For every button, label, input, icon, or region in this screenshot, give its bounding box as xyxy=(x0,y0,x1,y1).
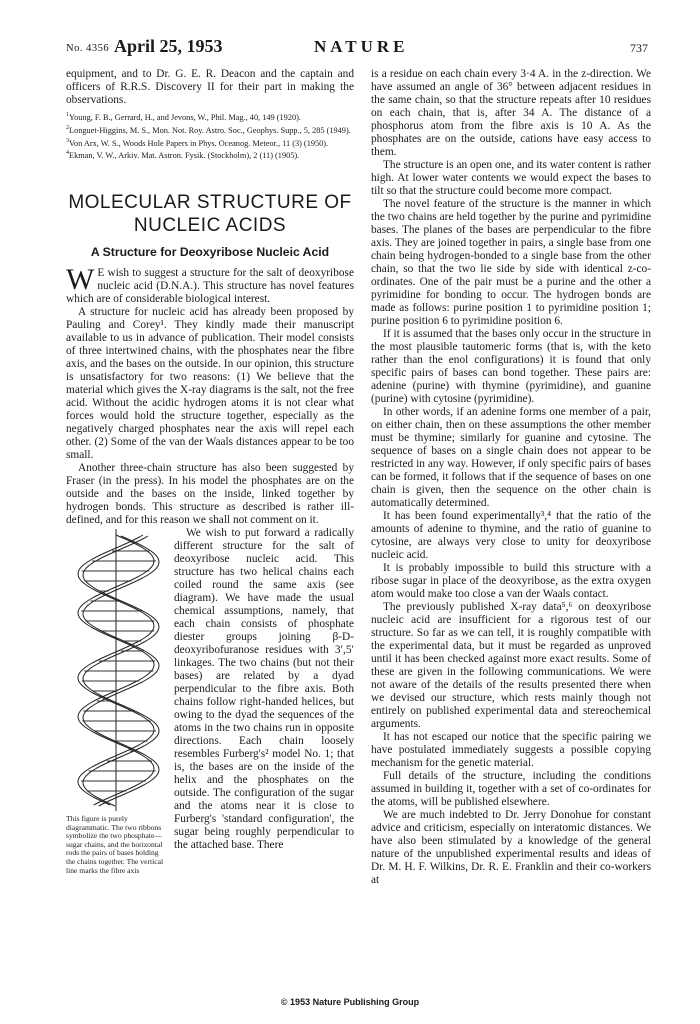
body-paragraph: Another three-chain structure has also been suggested by Fraser (in the press). In his model the phosphates are on the outside and the bases on the inside, linked together by hydrogen bonds. This structure as described is rather ill-defined, and for this reason we shall not comment on it. xyxy=(66,462,354,527)
double-helix-diagram xyxy=(66,529,168,811)
article-subtitle: A Structure for Deoxyribose Nucleic Acid xyxy=(90,245,330,260)
body-paragraph: The novel feature of the structure is the manner in which the two chains are held together by the purine and pyrimidine bases. The planes of the bases are perpendicular to the fibre axis. They are joined together in pairs, a single base from one chain being hydrogen-bonded to a single base from the other chain, so that the two lie side by side with identical z-co-ordinates. One of the pair must be a purine and the other a pyrimidine for bonding to occur. The hydrogen bonds are made as follows: purine position 1 to pyrimidine position 1; purine position 6 to pyrimidine position 6. xyxy=(371,198,651,327)
reference-list xyxy=(66,110,354,161)
reference-item: $^2$Longuet-Higgins, M. S., Mon. Not. Roy. Astro. Soc., Geophys. Supp., 5, 285 (1949). xyxy=(66,124,351,135)
body-paragraph: is a residue on each chain every 3·4 A. in the z-direction. We have assumed an angle of 36° between adjacent residues in the same chain, so that the structure repeats after 10 residues on each chain, that is, after 34 A. The distance of a phosphorus atom from the fibre axis is 10 A. As the phosphates are on the outside, cations have easy access to them. xyxy=(371,68,651,158)
right-column xyxy=(371,68,651,887)
opening-paragraph: W E wish to suggest a structure for the salt of deoxyribose nucleic acid (D.N.A.). This structure has novel features which are of considerable biological interest. xyxy=(66,263,354,306)
body-paragraph: We wish to put forward a radically different structure for the salt of deoxyribose nucleic acid. This structure has two helical chains each coiled round the same axis (see diagram). We have made the usual chemical assumptions, namely, that each chain consists of phosphate diester groups joining β-D-deoxyribofuranose residues with 3′,5′ linkages. The two chains (but not their bases) are related by a dyad perpendicular to the fibre axis. Both chains follow right-handed helices, but owing to the dyad the sequences of the atoms in the two chains run in opposite directions. Each chain loosely resembles Furberg's² model No. 1; that is, the bases are on the inside of the helix and the phosphates on the outside. The configuration of the sugar and the atoms near it is close to Furberg's 'standard configuration', the sugar being roughly perpendicular to the attached base. There xyxy=(174,527,354,852)
body-paragraph: We are much indebted to Dr. Jerry Donohue for constant advice and criticism, especially on interatomic distances. We have also been stimulated by a knowledge of the general nature of the unpublished experimental results and ideas of Dr. M. H. F. Wilkins, Dr. R. E. Franklin and their co-workers at xyxy=(371,809,651,886)
drop-cap: W xyxy=(66,263,95,297)
body-paragraph: It has been found experimentally³,⁴ that the ratio of the amounts of adenine to thymine, and the ratio of guanine to cytosine, are always very close to unity for deoxyribose nucleic acid. xyxy=(371,510,651,561)
issue-number: No. 4356 xyxy=(66,43,110,54)
body-paragraph: The structure is an open one, and its water content is rather high. At lower water contents we would expect the bases to tilt so that the structure could become more compact. xyxy=(371,159,651,197)
page-header xyxy=(66,36,648,60)
reference-item: $^4$Ekman, V. W., Arkiv. Mat. Astron. Fysik. (Stockholm), 2 (11) (1905). xyxy=(66,150,300,161)
intro-paragraph: equipment, and to Dr. G. E. R. Deacon and the captain and officers of R.R.S. Discovery II for their part in making the observations. xyxy=(66,68,354,106)
body-paragraph: In other words, if an adenine forms one member of a pair, on either chain, then on these assumptions the other member must be thymine; similarly for guanine and cytosine. The sequence of bases on a single chain does not appear to be restricted in any way. However, if only specific pairs of bases can be formed, it follows that if the sequence of bases on one chain is given, then the sequence on the other chain is automatically determined. xyxy=(371,406,651,509)
issue-date: April 25, 1953 xyxy=(114,36,223,56)
body-paragraph: The previously published X-ray data⁵,⁶ on deoxyribose nucleic acid are insufficient for a rigorous test of our structure. So far as we can tell, it is roughly compatible with the experimental data, but it must be regarded as unproved until it has been checked against more exact results. Some of these are given in the following communications. We were not aware of the details of the results presented there when we devised our structure, which rests mainly though not entirely on published experimental data and stereochemical arguments. xyxy=(371,601,651,730)
left-column xyxy=(66,68,354,875)
figure-caption: This figure is purely diagrammatic. The two ribbons symbolize the two phosphate—sugar chains, and the horizontal rods the pairs of bases holding the chains together. The vertical line marks the fibre axis xyxy=(66,814,164,875)
body-paragraph: It is probably impossible to build this structure with a ribose sugar in place of the deoxyribose, as the extra oxygen atom would make too close a van der Waals contact. xyxy=(371,562,651,600)
article-title: MOLECULAR STRUCTURE OF NUCLEIC ACIDS xyxy=(68,192,352,237)
copyright-footer: © 1953 Nature Publishing Group xyxy=(280,997,420,1007)
page-number: 737 xyxy=(630,41,648,55)
body-paragraph: A structure for nucleic acid has already been proposed by Pauling and Corey¹. They kindly made their manuscript available to us in advance of publication. Their model consists of three intertwined chains, with the phosphates near the fibre axis, and the bases on the outside. In our opinion, this structure is unsatisfactory for two reasons: (1) We believe that the material which gives the X-ray diagrams is the salt, not the free acid. Without the acidic hydrogen atoms it is not clear what forces would hold the structure together, especially as the negatively charged phosphates near the axis will repel each other. (2) Some of the van der Waals distances appear to be too small. xyxy=(66,306,354,462)
double-helix-figure xyxy=(66,529,168,875)
figure-section xyxy=(66,527,354,875)
body-paragraph: It has not escaped our notice that the specific pairing we have postulated immediately suggests a possible copying mechanism for the genetic material. xyxy=(371,731,651,769)
reference-item: $^3$Von Arx, W. S., Woods Hole Papers in Phys. Oceanog. Meteor., 11 (3) (1950). xyxy=(66,137,329,148)
body-paragraph: Full details of the structure, including the conditions assumed in building it, together with a set of co-ordinates for the atoms, will be published elsewhere. xyxy=(371,770,651,808)
journal-name: NATURE xyxy=(314,37,409,56)
body-paragraph: If it is assumed that the bases only occur in the structure in the most plausible tautomeric forms (that is, with the keto rather than the enol configurations) it is found that only specific pairs of bases can bond together. These pairs are: adenine (purine) with thymine (pyrimidine), and guanine (purine) with cytosine (pyrimidine). xyxy=(371,328,651,405)
reference-item: $^1$Young, F. B., Gerrard, H., and Jevons, W., Phil. Mag., 40, 149 (1920). xyxy=(66,112,301,122)
